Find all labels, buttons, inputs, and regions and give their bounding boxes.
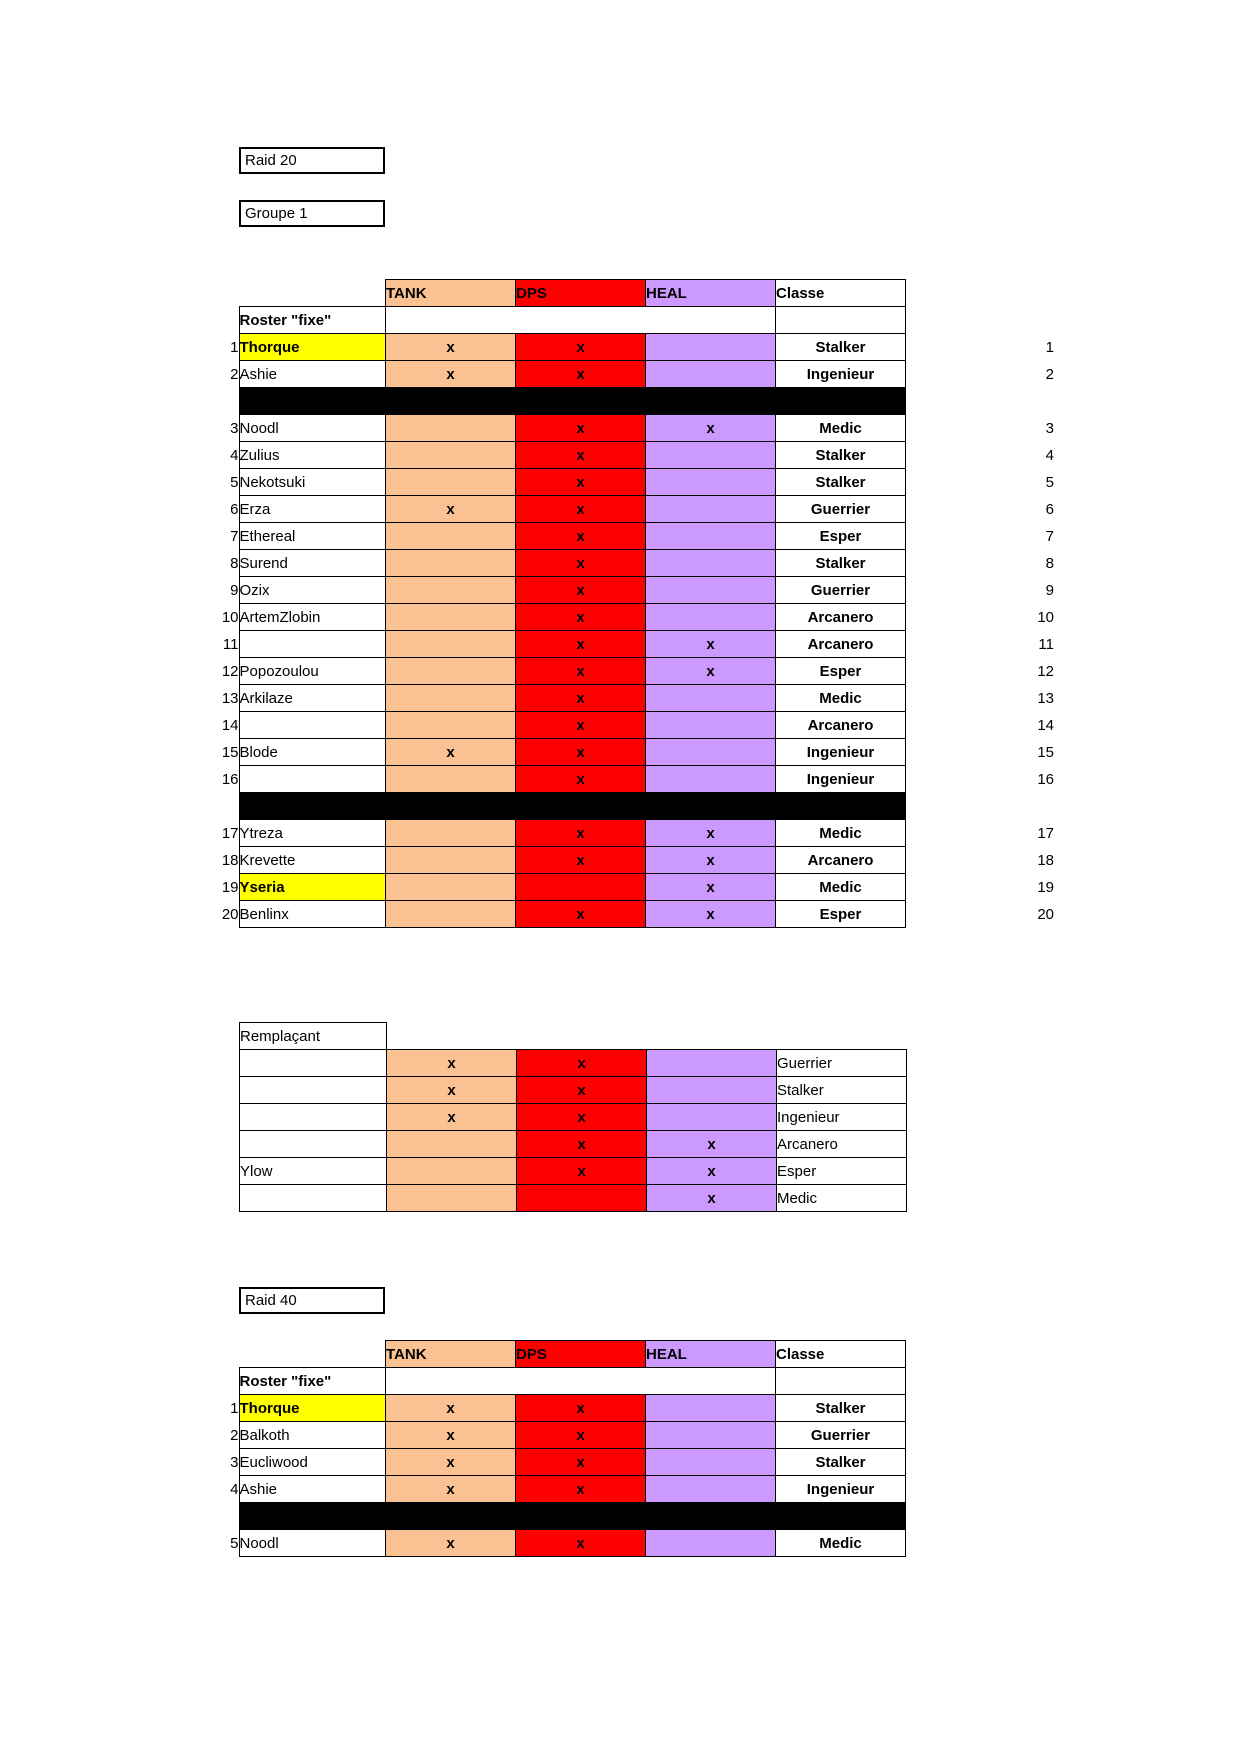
tank-x-cell: x	[386, 1476, 516, 1503]
player-name-cell: Arkilaze	[239, 685, 386, 712]
heal-x-cell	[646, 766, 776, 793]
class-cell: Esper	[777, 1158, 907, 1185]
player-name-cell: Zulius	[239, 442, 386, 469]
player-row	[199, 847, 1054, 874]
heal-x-cell	[646, 496, 776, 523]
remplacant-label-cell: Remplaçant	[240, 1023, 387, 1050]
heal-x-cell	[646, 712, 776, 739]
raid40-title-box	[239, 1287, 385, 1314]
class-cell: Medic	[777, 1185, 907, 1212]
dps-x-cell: x	[516, 739, 646, 766]
tank-x-cell	[386, 469, 516, 496]
player-row	[199, 604, 1054, 631]
row-number-right: 11	[1038, 635, 1054, 653]
heal-x-cell: x	[647, 1185, 777, 1212]
row-number-right: 6	[1045, 500, 1054, 518]
player-row	[199, 334, 1054, 361]
gutter-spacer	[199, 307, 239, 334]
separator-row	[199, 793, 1054, 820]
roster-label-cell: Roster "fixe"	[239, 307, 386, 334]
player-name-cell	[240, 1050, 387, 1077]
gutter-spacer	[199, 793, 239, 820]
tank-x-cell	[386, 550, 516, 577]
class-cell: Arcanero	[776, 847, 906, 874]
player-name-cell	[239, 712, 386, 739]
row-number-left: 6	[230, 500, 239, 518]
tank-x-cell	[386, 685, 516, 712]
heal-x-cell: x	[646, 901, 776, 928]
player-row	[199, 496, 1054, 523]
player-name-cell: Eucliwood	[239, 1449, 386, 1476]
dps-x-cell: x	[516, 577, 646, 604]
class-cell: Stalker	[776, 469, 906, 496]
tank-x-cell: x	[387, 1077, 517, 1104]
roster-label-cell: Roster "fixe"	[239, 1368, 386, 1395]
row-number-left: 1	[230, 338, 239, 356]
heal-x-cell	[646, 334, 776, 361]
name-header-spacer	[239, 1341, 386, 1368]
separator-bar	[239, 388, 906, 415]
dps-x-cell: x	[516, 415, 646, 442]
player-name-cell	[240, 1131, 387, 1158]
player-name-cell: Yseria	[239, 874, 386, 901]
tank-x-cell	[386, 577, 516, 604]
heal-x-cell	[647, 1104, 777, 1131]
row-number-right: 17	[1037, 824, 1054, 842]
player-name-cell: ArtemZlobin	[239, 604, 386, 631]
tank-x-cell	[386, 415, 516, 442]
right-spacer	[906, 307, 1055, 334]
player-name-cell: Ytreza	[239, 820, 386, 847]
gutter-spacer	[199, 1341, 239, 1368]
dps-x-cell: x	[516, 658, 646, 685]
class-cell: Stalker	[777, 1077, 907, 1104]
player-name-cell: Noodl	[239, 1530, 386, 1557]
heal-x-cell	[647, 1077, 777, 1104]
row-number-left: 7	[230, 527, 239, 545]
roster-fixe-row	[199, 307, 1054, 334]
column-header-heal: HEAL	[646, 1341, 776, 1368]
heal-x-cell: x	[646, 847, 776, 874]
row-number-left: 8	[230, 554, 239, 572]
dps-x-cell: x	[517, 1077, 647, 1104]
class-cell: Stalker	[776, 442, 906, 469]
row-number-right: 15	[1037, 743, 1054, 761]
heal-x-cell	[646, 523, 776, 550]
row-number-right: 8	[1045, 554, 1054, 572]
tank-x-cell: x	[386, 1422, 516, 1449]
dps-x-cell: x	[516, 1530, 646, 1557]
class-cell: Guerrier	[777, 1050, 907, 1077]
substitute-row	[240, 1077, 907, 1104]
column-header-classe: Classe	[776, 1341, 906, 1368]
row-number-right: 10	[1037, 608, 1054, 626]
heal-x-cell	[646, 739, 776, 766]
heal-x-cell	[646, 604, 776, 631]
tank-x-cell	[386, 766, 516, 793]
row-number-right: 13	[1037, 689, 1054, 707]
roster-merged-cell	[386, 1368, 776, 1395]
tank-x-cell	[386, 658, 516, 685]
dps-x-cell: x	[516, 901, 646, 928]
player-name-cell: Balkoth	[239, 1422, 386, 1449]
right-spacer	[906, 280, 1055, 307]
tank-x-cell: x	[386, 1449, 516, 1476]
dps-x-cell: x	[516, 469, 646, 496]
dps-x-cell: x	[517, 1158, 647, 1185]
column-header-row	[199, 280, 1054, 307]
tank-x-cell	[386, 712, 516, 739]
heal-x-cell	[646, 1395, 776, 1422]
dps-x-cell: x	[516, 550, 646, 577]
heal-x-cell	[646, 1530, 776, 1557]
player-name-cell	[239, 766, 386, 793]
raid40-roster-table	[199, 1340, 906, 1557]
player-name-cell	[239, 631, 386, 658]
row-number-left: 4	[230, 446, 239, 464]
player-row	[199, 820, 1054, 847]
class-cell: Medic	[776, 874, 906, 901]
tank-x-cell	[386, 901, 516, 928]
tank-x-cell: x	[386, 1395, 516, 1422]
class-cell: Ingenieur	[776, 361, 906, 388]
dps-x-cell: x	[516, 361, 646, 388]
class-cell: Stalker	[776, 334, 906, 361]
dps-x-cell: x	[517, 1131, 647, 1158]
dps-x-cell: x	[516, 1449, 646, 1476]
class-cell	[776, 307, 906, 334]
row-number-left: 3	[230, 1453, 239, 1471]
class-cell: Arcanero	[776, 712, 906, 739]
class-cell: Stalker	[776, 550, 906, 577]
player-row	[199, 1395, 906, 1422]
player-row	[199, 766, 1054, 793]
player-name-cell: Benlinx	[239, 901, 386, 928]
player-row	[199, 442, 1054, 469]
row-number-left: 12	[221, 662, 239, 680]
row-number-right: 18	[1037, 851, 1054, 869]
remplacant-table	[239, 1022, 907, 1212]
player-row	[199, 658, 1054, 685]
tank-x-cell: x	[387, 1104, 517, 1131]
row-number-right: 1	[1045, 338, 1054, 356]
class-cell: Ingenieur	[776, 739, 906, 766]
column-header-dps: DPS	[516, 1341, 646, 1368]
class-cell: Stalker	[776, 1449, 906, 1476]
tank-x-cell: x	[386, 739, 516, 766]
player-name-cell: Thorque	[239, 334, 386, 361]
gutter-spacer	[199, 1503, 239, 1530]
player-row	[199, 577, 1054, 604]
dps-x-cell: x	[517, 1050, 647, 1077]
player-row	[199, 361, 1054, 388]
player-name-cell: Krevette	[239, 847, 386, 874]
player-name-cell: Ashie	[239, 361, 386, 388]
row-number-left: 13	[221, 689, 239, 707]
row-number-left: 10	[221, 608, 239, 626]
tank-x-cell	[386, 847, 516, 874]
class-cell: Arcanero	[777, 1131, 907, 1158]
heal-x-cell	[646, 685, 776, 712]
dps-x-cell: x	[516, 1422, 646, 1449]
tank-x-cell	[386, 874, 516, 901]
groupe1-title-box	[239, 200, 385, 227]
tank-x-cell	[387, 1131, 517, 1158]
remplacant-label-row	[240, 1023, 907, 1050]
player-name-cell	[240, 1077, 387, 1104]
dps-x-cell: x	[517, 1104, 647, 1131]
heal-x-cell: x	[647, 1131, 777, 1158]
class-cell: Esper	[776, 523, 906, 550]
substitute-row	[240, 1158, 907, 1185]
player-name-cell	[240, 1104, 387, 1131]
row-number-right: 5	[1045, 473, 1054, 491]
class-cell: Medic	[776, 1530, 906, 1557]
row-number-right: 9	[1045, 581, 1054, 599]
row-number-left: 2	[230, 365, 239, 383]
column-header-heal: HEAL	[646, 280, 776, 307]
player-name-cell: Popozoulou	[239, 658, 386, 685]
player-row	[199, 415, 1054, 442]
gutter-spacer	[199, 388, 239, 415]
heal-x-cell	[646, 469, 776, 496]
class-cell: Ingenieur	[776, 1476, 906, 1503]
row-number-left: 19	[221, 878, 239, 896]
right-spacer	[906, 388, 1055, 415]
player-name-cell	[240, 1185, 387, 1212]
tank-x-cell: x	[387, 1050, 517, 1077]
class-cell: Arcanero	[776, 604, 906, 631]
player-row	[199, 685, 1054, 712]
gutter-spacer	[199, 280, 239, 307]
dps-x-cell: x	[516, 712, 646, 739]
heal-x-cell: x	[646, 658, 776, 685]
dps-x-cell: x	[516, 685, 646, 712]
row-number-left: 5	[230, 473, 239, 491]
separator-bar	[239, 793, 906, 820]
player-name-cell: Thorque	[239, 1395, 386, 1422]
column-header-dps: DPS	[516, 280, 646, 307]
column-header-row	[199, 1341, 906, 1368]
player-name-cell: Surend	[239, 550, 386, 577]
row-number-left: 4	[230, 1480, 239, 1498]
substitute-row	[240, 1050, 907, 1077]
groupe1-title-label: Groupe 1	[245, 205, 308, 222]
class-cell	[776, 1368, 906, 1395]
dps-x-cell: x	[516, 766, 646, 793]
player-name-cell: Ylow	[240, 1158, 387, 1185]
column-header-tank: TANK	[386, 280, 516, 307]
class-cell: Esper	[776, 658, 906, 685]
row-number-left: 16	[221, 770, 239, 788]
row-number-left: 15	[221, 743, 239, 761]
tank-x-cell	[387, 1185, 517, 1212]
class-cell: Stalker	[776, 1395, 906, 1422]
heal-x-cell: x	[646, 874, 776, 901]
player-name-cell: Ozix	[239, 577, 386, 604]
name-header-spacer	[239, 280, 386, 307]
class-cell: Esper	[776, 901, 906, 928]
class-cell: Ingenieur	[776, 766, 906, 793]
player-row	[199, 469, 1054, 496]
gutter-spacer	[199, 1368, 239, 1395]
heal-x-cell: x	[646, 820, 776, 847]
raid20-title-box	[239, 147, 385, 174]
separator-bar	[239, 1503, 906, 1530]
tank-x-cell	[386, 604, 516, 631]
raid40-title-label: Raid 40	[245, 1292, 297, 1309]
player-name-cell: Ethereal	[239, 523, 386, 550]
player-row	[199, 874, 1054, 901]
row-number-left: 14	[221, 716, 239, 734]
right-spacer	[906, 793, 1055, 820]
heal-x-cell: x	[646, 415, 776, 442]
dps-x-cell	[516, 874, 646, 901]
row-number-left: 2	[230, 1426, 239, 1444]
row-number-right: 4	[1045, 446, 1054, 464]
player-row	[199, 1530, 906, 1557]
roster-merged-cell	[386, 307, 776, 334]
row-number-right: 19	[1037, 878, 1054, 896]
row-number-right: 20	[1037, 905, 1054, 923]
class-cell: Guerrier	[776, 1422, 906, 1449]
player-name-cell: Nekotsuki	[239, 469, 386, 496]
player-name-cell: Noodl	[239, 415, 386, 442]
row-number-right: 3	[1045, 419, 1054, 437]
row-number-left: 11	[222, 635, 239, 653]
heal-x-cell	[646, 550, 776, 577]
dps-x-cell: x	[516, 847, 646, 874]
player-name-cell: Blode	[239, 739, 386, 766]
row-number-left: 17	[221, 824, 239, 842]
tank-x-cell: x	[386, 361, 516, 388]
dps-x-cell	[517, 1185, 647, 1212]
tank-x-cell	[386, 631, 516, 658]
row-number-right: 14	[1037, 716, 1054, 734]
player-row	[199, 523, 1054, 550]
dps-x-cell: x	[516, 604, 646, 631]
separator-row	[199, 388, 1054, 415]
row-number-left: 1	[230, 1399, 239, 1417]
heal-x-cell	[646, 361, 776, 388]
column-header-classe: Classe	[776, 280, 906, 307]
player-row	[199, 631, 1054, 658]
heal-x-cell: x	[647, 1158, 777, 1185]
raid20-roster-table	[199, 279, 1054, 928]
class-cell: Ingenieur	[777, 1104, 907, 1131]
player-row	[199, 1476, 906, 1503]
tank-x-cell	[386, 820, 516, 847]
heal-x-cell	[646, 1449, 776, 1476]
dps-x-cell: x	[516, 496, 646, 523]
player-name-cell: Erza	[239, 496, 386, 523]
tank-x-cell: x	[386, 1530, 516, 1557]
class-cell: Medic	[776, 415, 906, 442]
row-number-right: 2	[1045, 365, 1054, 383]
dps-x-cell: x	[516, 631, 646, 658]
row-number-right: 12	[1037, 662, 1054, 680]
heal-x-cell	[646, 1476, 776, 1503]
tank-x-cell	[387, 1158, 517, 1185]
heal-x-cell	[646, 442, 776, 469]
separator-row	[199, 1503, 906, 1530]
player-name-cell: Ashie	[239, 1476, 386, 1503]
substitute-row	[240, 1131, 907, 1158]
dps-x-cell: x	[516, 1476, 646, 1503]
substitute-row	[240, 1185, 907, 1212]
column-header-tank: TANK	[386, 1341, 516, 1368]
player-row	[199, 739, 1054, 766]
row-number-left: 3	[230, 419, 239, 437]
row-number-left: 20	[221, 905, 239, 923]
raid20-title-label: Raid 20	[245, 152, 297, 169]
dps-x-cell: x	[516, 523, 646, 550]
remplacant-label-spacer	[387, 1023, 907, 1050]
roster-fixe-row	[199, 1368, 906, 1395]
class-cell: Guerrier	[776, 496, 906, 523]
dps-x-cell: x	[516, 820, 646, 847]
dps-x-cell: x	[516, 1395, 646, 1422]
class-cell: Guerrier	[776, 577, 906, 604]
tank-x-cell	[386, 442, 516, 469]
player-row	[199, 550, 1054, 577]
tank-x-cell: x	[386, 334, 516, 361]
class-cell: Arcanero	[776, 631, 906, 658]
substitute-row	[240, 1104, 907, 1131]
heal-x-cell: x	[646, 631, 776, 658]
row-number-left: 9	[230, 581, 239, 599]
row-number-left: 18	[221, 851, 239, 869]
player-row	[199, 712, 1054, 739]
heal-x-cell	[646, 1422, 776, 1449]
row-number-right: 16	[1037, 770, 1054, 788]
player-row	[199, 1449, 906, 1476]
class-cell: Medic	[776, 820, 906, 847]
dps-x-cell: x	[516, 334, 646, 361]
row-number-left: 5	[230, 1534, 239, 1552]
class-cell: Medic	[776, 685, 906, 712]
player-row	[199, 1422, 906, 1449]
dps-x-cell: x	[516, 442, 646, 469]
tank-x-cell: x	[386, 496, 516, 523]
player-row	[199, 901, 1054, 928]
heal-x-cell	[647, 1050, 777, 1077]
tank-x-cell	[386, 523, 516, 550]
heal-x-cell	[646, 577, 776, 604]
row-number-right: 7	[1045, 527, 1054, 545]
